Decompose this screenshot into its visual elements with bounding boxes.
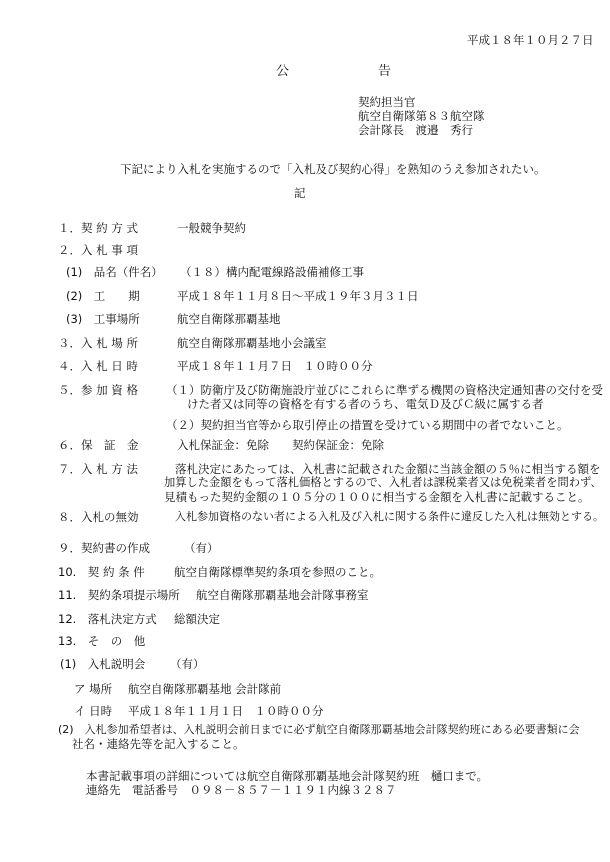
item-13-1-label: (1) 入札説明会 [60,657,146,671]
item-2-label: ２．入 札 事 項 [58,243,138,257]
item-9-label: ９．契約書の作成 [58,541,150,555]
item-5-label: ５．参 加 資 格 [58,383,138,397]
item-3-value: 航空自衛隊那覇基地小会議室 [177,336,327,350]
item-3-label: ３．入 札 場 所 [58,336,138,350]
item-11-value: 航空自衛隊那覇基地会計隊事務室 [196,588,369,602]
item-13-1b-label: イ 日時 [74,704,113,718]
issuer-unit: 航空自衛隊第８３航空隊 [358,109,485,123]
item-13-2-line1: (2) 入札参加希望者は、入札説明会前日までに必ず航空自衛隊那覇基地会計隊契約班にある必要書類に会 [58,723,580,736]
item-2-2-value: 平成１８年１１月８日～平成１９年３月３１日 [177,289,419,303]
item-7-line1: 落札決定にあたっては、入札書に記載された金額に当該金額の５％に相当する額を [175,462,601,476]
item-5-cond1-line1: （１）防衛庁及び防衛施設庁並びにこれらに準ずる機関の資格決定通知書の交付を受 [166,383,603,397]
item-6-value: 入札保証金：免除 契約保証金：免除 [177,438,384,452]
item-1-label: １．契 約 方 式 [58,221,138,235]
item-12-label: 12. 落札決定方式 [58,612,157,626]
item-13-2-line2: 社名・連絡先等を記入すること。 [72,737,245,751]
item-13-1a-value: 航空自衛隊那覇基地 会計隊前 [128,682,282,696]
item-1-value: 一般競争契約 [177,221,246,235]
item-9-value: （有） [184,541,219,555]
item-11-label: 11. 契約条項提示場所 [58,588,180,602]
item-13-1b-value: 平成１８年１１月１日 １０時００分 [128,704,324,718]
item-7-line3: 見積もった契約金額の１０５分の１００に相当する金額を入札書に記載すること。 [164,490,590,504]
item-10-label: 10. 契 約 条 件 [58,565,145,579]
item-13-1a-label: ア 場所 [74,682,113,696]
item-2-2-label: (2) 工 期 [66,289,140,303]
issuer-person: 会計隊長 渡邉 秀行 [358,123,473,137]
footer-contact: 連絡先 電話番号 ０９８－８５７－１１９１内線３２８７ [86,783,397,797]
ki-heading: 記 [294,186,306,200]
intro-text: 下記により入札を実施するので「入札及び契約心得」を熟知のうえ参加されたい。 [120,162,546,176]
issuer-role: 契約担当官 [358,95,416,109]
notice-date: 平成１８年１０月２７日 [467,33,594,47]
item-12-value: 総額決定 [174,612,220,626]
item-2-1-label: (1) 品名（件名） [66,265,163,279]
item-8-label: ８．入札の無効 [58,510,139,524]
footer-details: 本書記載事項の詳細については航空自衛隊那覇基地会計隊契約班 樋口まで。 [86,769,489,783]
item-10-value: 航空自衛隊標準契約条項を参照のこと。 [174,565,381,579]
item-7-label: ７．入 札 方 法 [58,462,138,476]
item-13-1-value: （有） [170,657,205,671]
item-8-value: 入札参加資格のない者による入札及び入札に関する条件に違反した入札は無効とする。 [175,510,604,523]
item-2-1-value: （１８）構内配電線路設備補修工事 [180,265,364,279]
item-4-value: 平成１８年１１月７日 １０時００分 [177,359,373,373]
item-13-label: 13. そ の 他 [58,634,146,648]
item-2-3-value: 航空自衛隊那覇基地 [177,312,281,326]
item-4-label: ４．入 札 日 時 [58,359,138,373]
item-5-cond2: （２）契約担当官等から取引停止の措置を受けている期間中の者でないこと。 [166,418,569,432]
item-6-label: ６．保 証 金 [58,438,139,452]
item-2-3-label: (3) 工事場所 [66,312,140,326]
item-7-line2: 加算した金額をもって落札価格とするので、入札者は課税業者又は免税業者を問わず、 [164,476,602,489]
item-5-cond1-line2: けた者又は同等の資格を有する者のうち、電気Ｄ及びＣ級に属する者 [187,397,544,411]
notice-title: 公 告 [276,64,430,79]
